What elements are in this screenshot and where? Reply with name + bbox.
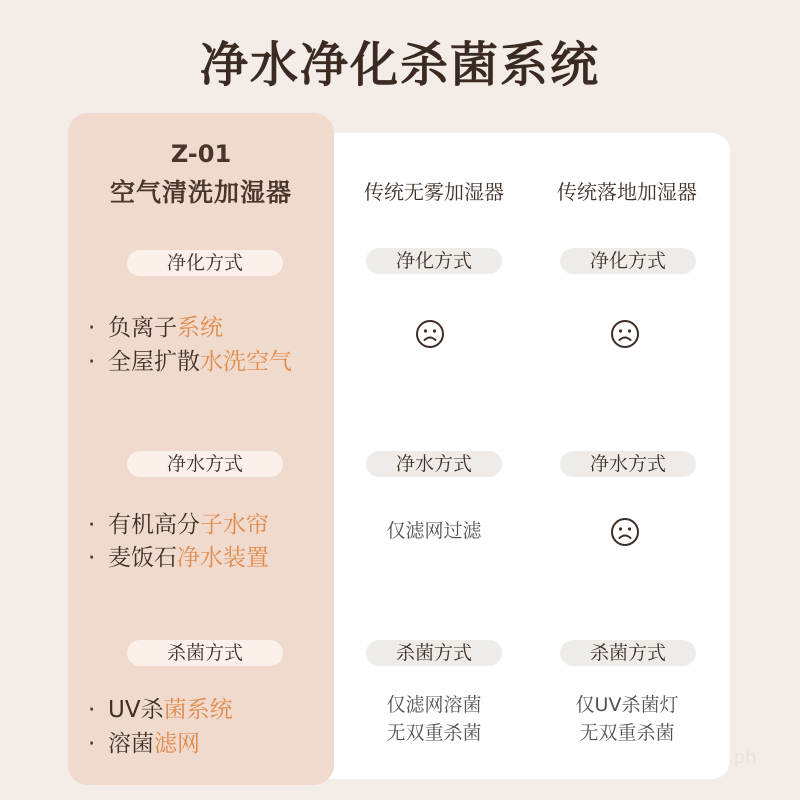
- sad-face-icon: [610, 319, 640, 349]
- feature-item: · 全屋扩散水洗空气: [88, 349, 292, 375]
- purify-method-pill: 净化方式: [127, 250, 283, 276]
- feature-item: · 溶菌滤网: [88, 731, 200, 757]
- purify-method-pill: 净化方式: [366, 248, 502, 274]
- water-method-pill: 净水方式: [366, 451, 502, 477]
- column-header-floor: 传统落地加湿器: [557, 180, 697, 204]
- product-model: Z-01: [170, 140, 232, 168]
- feature-item: · 负离子系统: [88, 315, 223, 341]
- sterilize-method-text: 仅滤网溶菌: [386, 694, 482, 716]
- column-header-mist-free: 传统无雾加湿器: [364, 180, 504, 204]
- water-method-pill: 净水方式: [127, 451, 283, 477]
- watermark: .ph: [728, 747, 757, 768]
- water-method-pill: 净水方式: [560, 451, 696, 477]
- feature-item: · 有机高分子水帘: [88, 512, 269, 538]
- sterilize-method-text: 无双重杀菌: [386, 722, 482, 744]
- sterilize-method-pill: 杀菌方式: [560, 640, 696, 666]
- feature-item: · UV杀菌系统: [88, 697, 233, 723]
- water-method-text: 仅滤网过滤: [386, 520, 482, 542]
- sad-face-icon: [415, 319, 445, 349]
- page-title: 净水净化杀菌系统: [199, 37, 600, 93]
- sterilize-method-pill: 杀菌方式: [127, 640, 283, 666]
- feature-item: · 麦饭石净水装置: [88, 545, 269, 571]
- product-name: 空气清洗加湿器: [109, 178, 292, 207]
- sad-face-icon: [610, 517, 640, 547]
- sterilize-method-text: 无双重杀菌: [579, 722, 675, 744]
- sterilize-method-text: 仅UV杀菌灯: [575, 694, 679, 716]
- sterilize-method-pill: 杀菌方式: [366, 640, 502, 666]
- product-card: [68, 113, 334, 785]
- purify-method-pill: 净化方式: [560, 248, 696, 274]
